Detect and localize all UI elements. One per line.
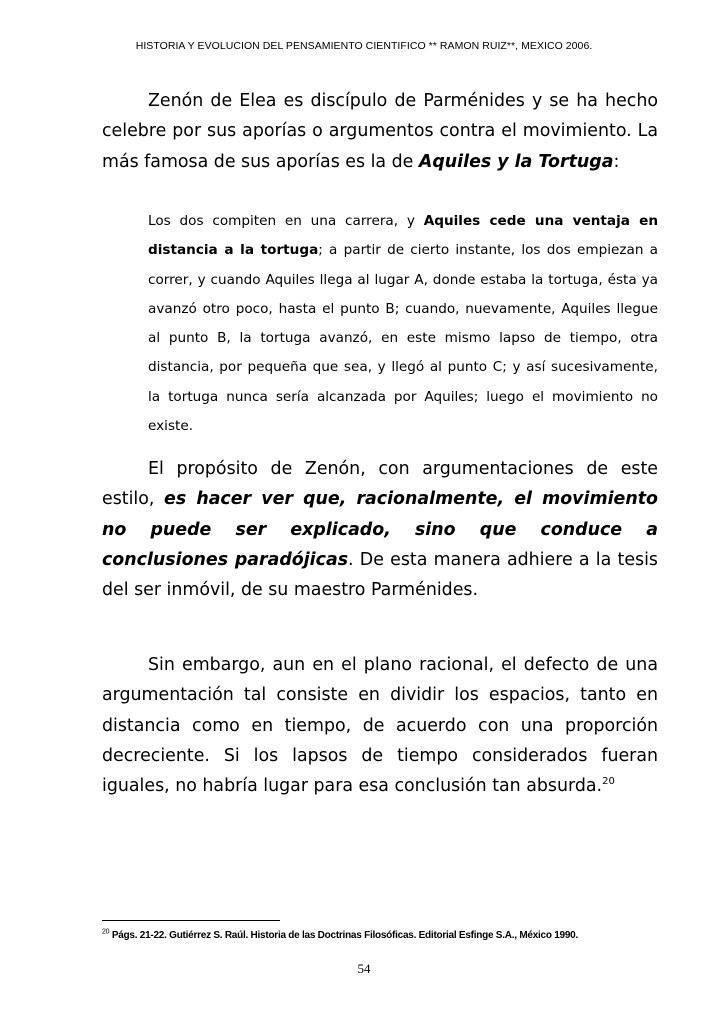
paragraph-proposito-emphasis: es hacer ver que, racionalmente, el movimiento no puede ser explicado, sino que conduce a conclusiones paradójicas <box>102 489 658 570</box>
footnote-reference[interactable]: 20 <box>602 776 615 788</box>
paragraph-sin-embargo <box>102 650 658 801</box>
paragraph-proposito-text: El propósito de Zenón, con argumentaciones de este estilo, <box>102 459 658 510</box>
footnote <box>102 930 662 941</box>
quote-bold-phrase: Aquiles cede una ventaja en distancia a la tortuga <box>148 213 658 259</box>
quote-text-start: Los dos compiten en una carrera, y <box>148 213 424 229</box>
page-number: 54 <box>357 961 371 976</box>
block-quote <box>148 207 658 441</box>
footnote-number: 20 <box>102 928 110 936</box>
running-header: HISTORIA Y EVOLUCION DEL PENSAMIENTO CIENTIFICO ** RAMON RUIZ**, MEXICO 2006. <box>135 40 593 52</box>
paragraph-sin-embargo-text: Sin embargo, aun en el plano racional, el defecto de una argumentación tal consiste en dividir los espacios, tanto en distancia como en tiempo, de acuerdo con una proporción decreciente. Si los lapsos de tiempo considerados fueran iguales, no habría lugar para esa conclusión tan absurda. <box>102 655 658 797</box>
footnote-text: Págs. 21-22. Gutiérrez S. Raúl. Historia de las Doctrinas Filosóficas. Editorial Esfinge S.A., México 1990. <box>109 930 579 941</box>
aquiles-tortuga-title: Aquiles y la Tortuga <box>418 151 614 172</box>
quote-text-rest: ; a partir de cierto instante, los dos empiezan a correr, y cuando Aquiles llega al lugar A, donde estaba la tortuga, ésta ya avanzó otro poco, hasta el punto B; cuando, nuevamente, Aquiles llegue al punto B, la tortuga avanzó, en este mismo lapso de tiempo, otra distancia, por pequeña que sea, y llegó al punto C; y así sucesivamente, la tortuga nunca sería alcanzada por Aquiles; luego el movimiento no existe. <box>148 242 658 435</box>
paragraph-proposito <box>102 454 658 605</box>
footnote-divider <box>102 920 280 921</box>
paragraph-intro-text: Zenón de Elea es discípulo de Parménides y se ha hecho celebre por sus aporías o argumentos contra el movimiento. La más famosa de sus aporías es la de <box>102 91 658 172</box>
paragraph-intro-end: : <box>613 151 620 172</box>
paragraph-proposito-end: . De esta manera adhiere a la tesis del ser inmóvil, de su maestro Parménides. <box>102 549 658 601</box>
paragraph-intro <box>102 86 658 177</box>
